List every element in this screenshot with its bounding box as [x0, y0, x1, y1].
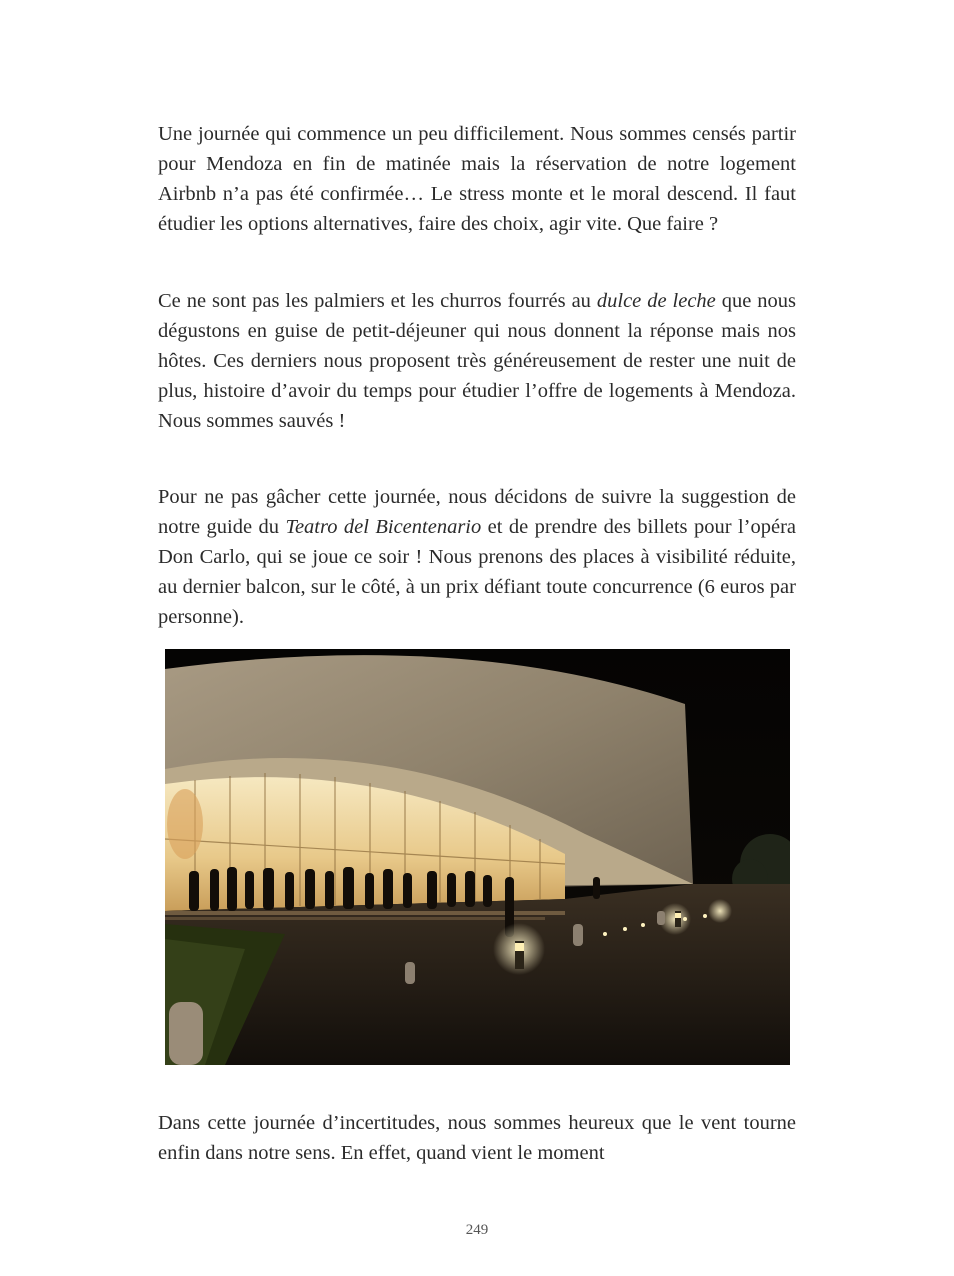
theatre-night-photo: [165, 649, 790, 1065]
paragraph-3-italic-term: Teatro del Bicentenario: [285, 516, 482, 538]
paragraph-3-text-start: Pour ne pas gâcher cette journée, nous décidons de suivre la suggestion de notre guide du: [158, 486, 796, 538]
interior-art: [167, 789, 203, 859]
paragraph-3-text-end: et de prendre des billets pour l’opéra Don Carlo, qui se joue ce soir ! Nous prenons des places à visibilité réduite, au dernier balcon, sur le côté, à un prix défiant toute concurrence (6 euros par personne).: [158, 516, 796, 628]
paragraph-1: Une journée qui commence un peu difficilement. Nous sommes censés partir pour Mendoza en fin de matinée mais la réservation de notre logement Airbnb n’a pas été confirmée… Le stress monte et le moral descend. Il faut étudier les options alternatives, faire des choix, agir vite. Que faire ?: [158, 123, 796, 235]
paragraph-4: Dans cette journée d’incertitudes, nous sommes heureux que le vent tourne enfin dans notre sens. En effet, quand vient le moment: [158, 1112, 796, 1164]
paragraph-2-text-end: que nous dégustons en guise de petit-déjeuner qui nous donnent la réponse mais nos hôtes. Ces derniers nous proposent très généreusement de rester une nuit de plus, histoire d’avoir du temps pour étudier l’offre de logements à Mendoza. Nous sommes sauvés !: [158, 290, 797, 432]
page-number: 249: [465, 1222, 489, 1238]
paragraph-2-italic-term: dulce de leche: [596, 290, 716, 312]
paragraph-2-text-start: Ce ne sont pas les palmiers et les churros fourrés au: [158, 290, 597, 312]
paragraph-3: [158, 482, 796, 632]
paragraph-2: [158, 286, 796, 436]
